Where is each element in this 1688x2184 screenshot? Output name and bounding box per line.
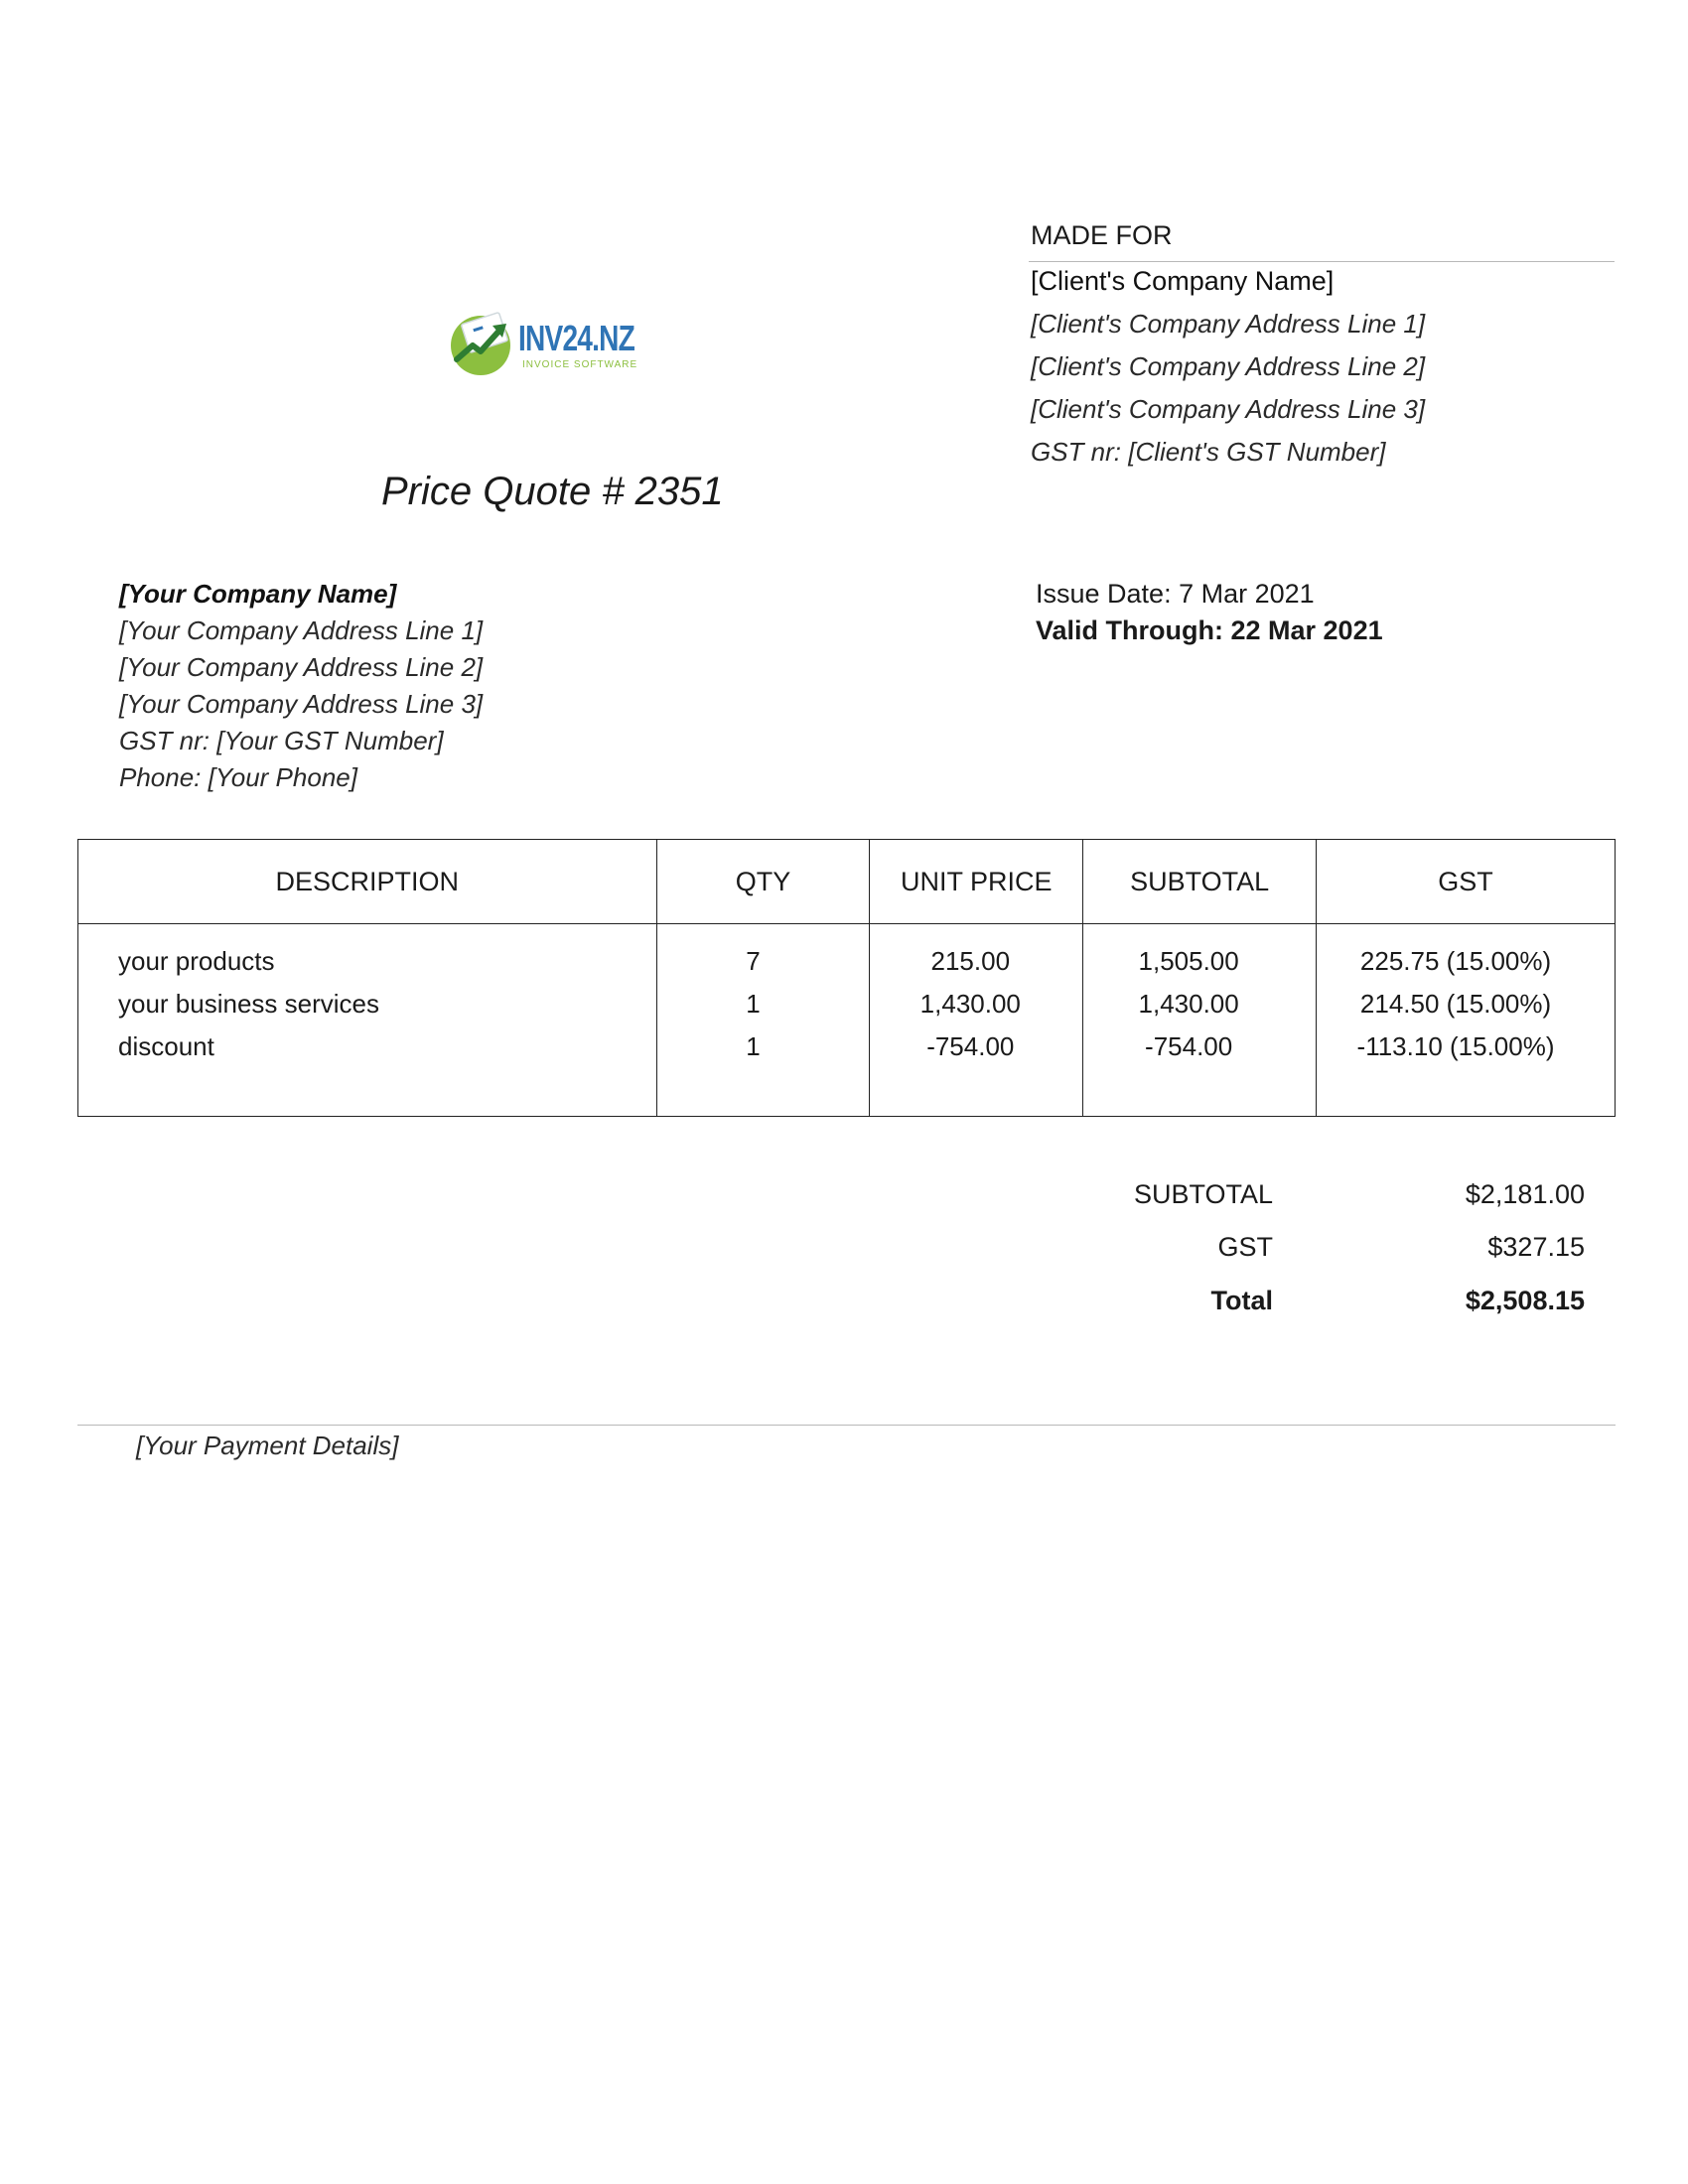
- header-description: DESCRIPTION: [78, 840, 657, 924]
- header-qty: QTY: [656, 840, 870, 924]
- subtotal-label: SUBTOTAL: [1133, 1179, 1273, 1209]
- unit-price-column: [870, 924, 1083, 1117]
- client-address-line-1: [Client's Company Address Line 1]: [1031, 309, 1426, 339]
- client-company-name: [Client's Company Name]: [1031, 266, 1335, 296]
- header-subtotal: SUBTOTAL: [1083, 840, 1317, 924]
- line-items-table: [77, 839, 1616, 1117]
- row-qty: 1: [746, 1031, 761, 1061]
- payment-details: [Your Payment Details]: [136, 1431, 399, 1460]
- row-subtotal: 1,505.00: [1138, 946, 1239, 976]
- row-qty: 1: [746, 989, 761, 1019]
- gst-value: $327.15: [1487, 1232, 1585, 1262]
- subtotal-value: $2,181.00: [1465, 1179, 1585, 1209]
- row-description: your products: [118, 946, 275, 976]
- header-gst: GST: [1317, 840, 1616, 924]
- description-column: [78, 924, 657, 1117]
- qty-column: [656, 924, 870, 1117]
- gst-column: [1317, 924, 1616, 1117]
- row-unit-price: -754.00: [926, 1031, 1015, 1061]
- row-qty: 7: [746, 946, 761, 976]
- row-description: your business services: [118, 989, 379, 1019]
- page-title: Price Quote # 2351: [381, 470, 724, 513]
- header-unit-price: UNIT PRICE: [870, 840, 1083, 924]
- row-description: discount: [118, 1031, 214, 1061]
- logo-tagline: INVOICE SOFTWARE: [522, 359, 638, 370]
- logo-name: INV24.NZ: [518, 318, 635, 358]
- company-logo: [447, 308, 655, 387]
- total-label: Total: [1210, 1286, 1273, 1315]
- payment-divider: [77, 1425, 1616, 1426]
- seller-gst-number: GST nr: [Your GST Number]: [119, 726, 444, 755]
- row-gst: 225.75 (15.00%): [1359, 946, 1552, 976]
- row-gst: 214.50 (15.00%): [1359, 989, 1552, 1019]
- seller-address-line-3: [Your Company Address Line 3]: [119, 689, 484, 719]
- made-for-label: MADE FOR: [1031, 220, 1173, 250]
- valid-through-date: Valid Through: 22 Mar 2021: [1036, 615, 1383, 645]
- made-for-divider: [1029, 261, 1615, 262]
- row-unit-price: 1,430.00: [919, 989, 1021, 1019]
- table-body: [78, 924, 1616, 1117]
- client-address-line-3: [Client's Company Address Line 3]: [1031, 394, 1426, 424]
- row-subtotal: 1,430.00: [1138, 989, 1239, 1019]
- seller-phone: Phone: [Your Phone]: [119, 762, 357, 792]
- row-subtotal: -754.00: [1145, 1031, 1233, 1061]
- issue-date: Issue Date: 7 Mar 2021: [1036, 579, 1315, 609]
- row-unit-price: 215.00: [930, 946, 1011, 976]
- client-gst-number: GST nr: [Client's GST Number]: [1031, 437, 1386, 467]
- client-address-line-2: [Client's Company Address Line 2]: [1031, 351, 1426, 381]
- trend-arrow-icon: [447, 308, 516, 377]
- gst-label: GST: [1217, 1232, 1273, 1262]
- seller-company-name: [Your Company Name]: [119, 579, 397, 609]
- row-gst: -113.10 (15.00%): [1356, 1031, 1555, 1061]
- total-value: $2,508.15: [1465, 1286, 1585, 1315]
- seller-address-line-2: [Your Company Address Line 2]: [119, 652, 484, 682]
- subtotal-column: [1083, 924, 1317, 1117]
- seller-address-line-1: [Your Company Address Line 1]: [119, 615, 484, 645]
